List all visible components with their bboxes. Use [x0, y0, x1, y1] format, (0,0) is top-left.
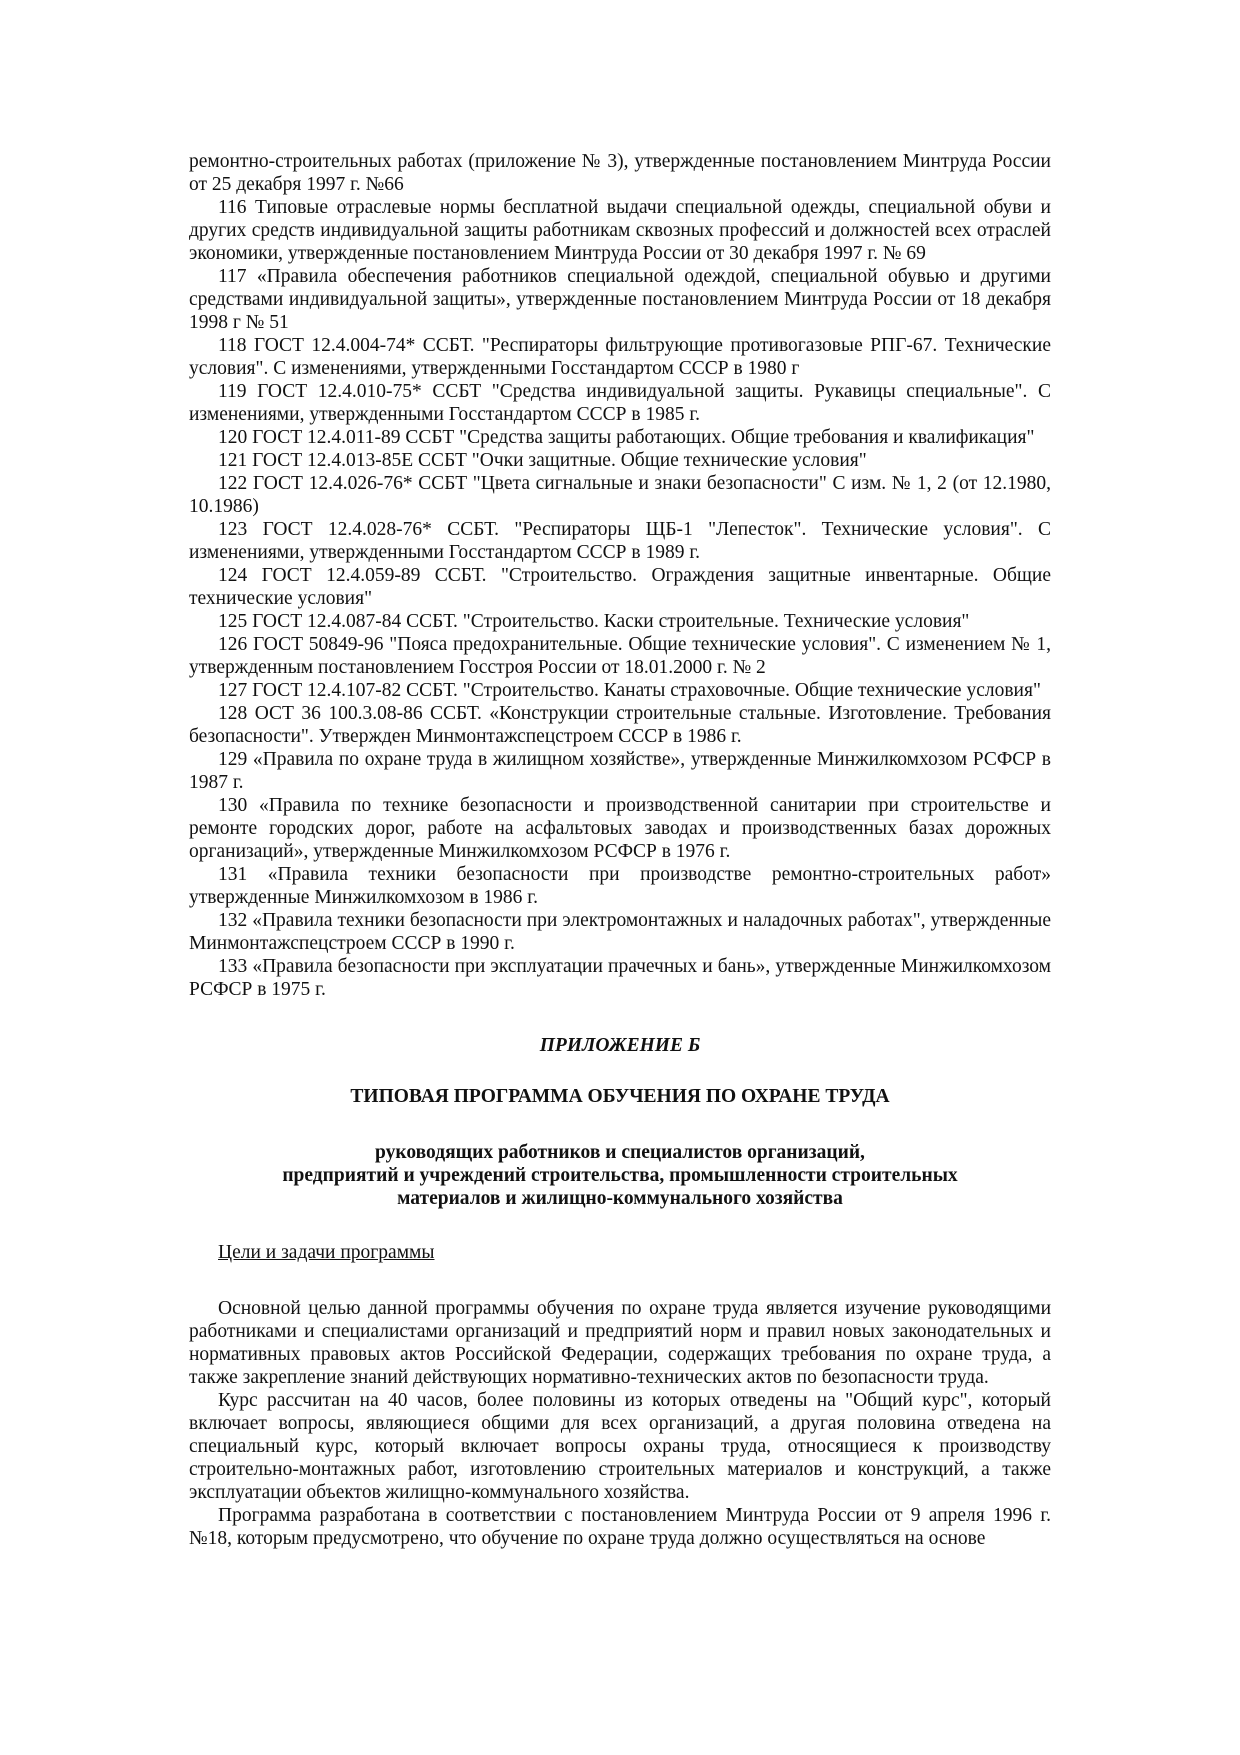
reference-item-120: 120 ГОСТ 12.4.011-89 ССБТ "Средства защиты работающих. Общие требования и квалификация" — [218, 427, 1035, 448]
document-page — [189, 150, 1051, 1550]
reference-item-125: 125 ГОСТ 12.4.087-84 ССБТ. "Строительство. Каски строительные. Технические условия" — [218, 611, 970, 632]
reference-item-130: 130 «Правила по технике безопасности и производственной санитарии при строительстве и ремонте городских дорог, работе на асфальтовых заводах и производственных базах дорожных организаций», утвержденные Минжилкомхозом РСФСР в 1976 г. — [189, 795, 1051, 862]
reference-item-119: 119 ГОСТ 12.4.010-75* ССБТ "Средства индивидуальной защиты. Рукавицы специальные". С изменениями, утвержденными Госстандартом СССР в 1985 г. — [189, 381, 1051, 425]
subtitle-line: руководящих работников и специалистов организаций, — [375, 1142, 865, 1163]
reference-item-132: 132 «Правила техники безопасности при электромонтажных и наладочных работах", утвержденные Минмонтажспецстроем СССР в 1990 г. — [189, 910, 1051, 954]
reference-item-129: 129 «Правила по охране труда в жилищном хозяйстве», утвержденные Минжилкомхозом РСФСР в 1987 г. — [189, 749, 1051, 793]
reference-item-124: 124 ГОСТ 12.4.059-89 ССБТ. "Строительство. Ограждения защитные инвентарные. Общие технические условия" — [189, 565, 1051, 609]
subtitle-line: материалов и жилищно-коммунального хозяйства — [397, 1188, 843, 1209]
reference-item-126: 126 ГОСТ 50849-96 "Пояса предохранительные. Общие технические условия". С изменением № 1, утвержденным постановлением Госстроя России от 18.01.2000 г. № 2 — [189, 634, 1051, 678]
subtitle-line: предприятий и учреждений строительства, промышленности строительных — [282, 1165, 958, 1186]
reference-item-121: 121 ГОСТ 12.4.013-85Е ССБТ "Очки защитные. Общие технические условия" — [218, 450, 867, 471]
reference-item-127: 127 ГОСТ 12.4.107-82 ССБТ. "Строительство. Канаты страховочные. Общие технические условия" — [218, 680, 1041, 701]
reference-item-118: 118 ГОСТ 12.4.004-74* ССБТ. "Респираторы фильтрующие противогазовые РПГ-67. Технические условия". С изменениями, утвержденными Госстандартом СССР в 1980 г — [189, 335, 1051, 379]
body-paragraph: Основной целью данной программы обучения по охране труда является изучение руководящими работниками и специалистами организаций и предприятий норм и правил новых законодательных и нормативных правовых актов Российской Федерации, содержащих требования по охране труда, а также закрепление знаний действующих нормативно-технических актов по безопасности труда. — [189, 1298, 1051, 1388]
program-subtitle — [189, 1141, 1051, 1210]
reference-item-117: 117 «Правила обеспечения работников специальной одеждой, специальной обувью и другими средствами индивидуальной защиты», утвержденные постановлением Минтруда России от 18 декабря 1998 г № 51 — [189, 266, 1051, 333]
program-title: ТИПОВАЯ ПРОГРАММА ОБУЧЕНИЯ ПО ОХРАНЕ ТРУДА — [350, 1086, 890, 1107]
goals-heading — [189, 1241, 1051, 1264]
reference-continuation: ремонтно-строительных работах (приложение № 3), утвержденные постановлением Минтруда России от 25 декабря 1997 г. №66 — [189, 151, 1051, 195]
appendix-title: ПРИЛОЖЕНИЕ Б — [539, 1035, 701, 1056]
reference-item-128: 128 ОСТ 36 100.3.08-86 ССБТ. «Конструкции строительные стальные. Изготовление. Требования безопасности". Утвержден Минмонтажспецстроем СССР в 1986 г. — [189, 703, 1051, 747]
reference-item-116: 116 Типовые отраслевые нормы бесплатной выдачи специальной одежды, специальной обуви и других средств индивидуальной защиты работникам сквозных профессий и должностей всех отраслей экономики, утвержденные постановлением Минтруда России от 30 декабря 1997 г. № 69 — [189, 197, 1051, 264]
goals-heading-text: Цели и задачи программы — [218, 1242, 435, 1263]
body-paragraph: Курс рассчитан на 40 часов, более половины из которых отведены на "Общий курс", который включает вопросы, являющиеся общими для всех организаций, а другая половина отведена на специальный курс, который включает вопросы охраны труда, относящиеся к производству строительно-монтажных работ, изготовлению строительных материалов и конструкций, а также эксплуатации объектов жилищно-коммунального хозяйства. — [189, 1390, 1051, 1503]
body-paragraph: Программа разработана в соответствии с постановлением Минтруда России от 9 апреля 1996 г. №18, которым предусмотрено, что обучение по охране труда должно осуществляться на основе — [189, 1505, 1051, 1549]
reference-item-133: 133 «Правила безопасности при эксплуатации прачечных и бань», утвержденные Минжилкомхозом РСФСР в 1975 г. — [189, 956, 1051, 1000]
reference-item-122: 122 ГОСТ 12.4.026-76* ССБТ "Цвета сигнальные и знаки безопасности" С изм. № 1, 2 (от 12.1980, 10.1986) — [189, 473, 1051, 517]
reference-item-123: 123 ГОСТ 12.4.028-76* ССБТ. "Респираторы ЩБ-1 "Лепесток". Технические условия". С изменениями, утвержденными Госстандартом СССР в 1989 г. — [189, 519, 1051, 563]
reference-item-131: 131 «Правила техники безопасности при производстве ремонтно-строительных работ» утвержденные Минжилкомхозом в 1986 г. — [189, 864, 1051, 908]
